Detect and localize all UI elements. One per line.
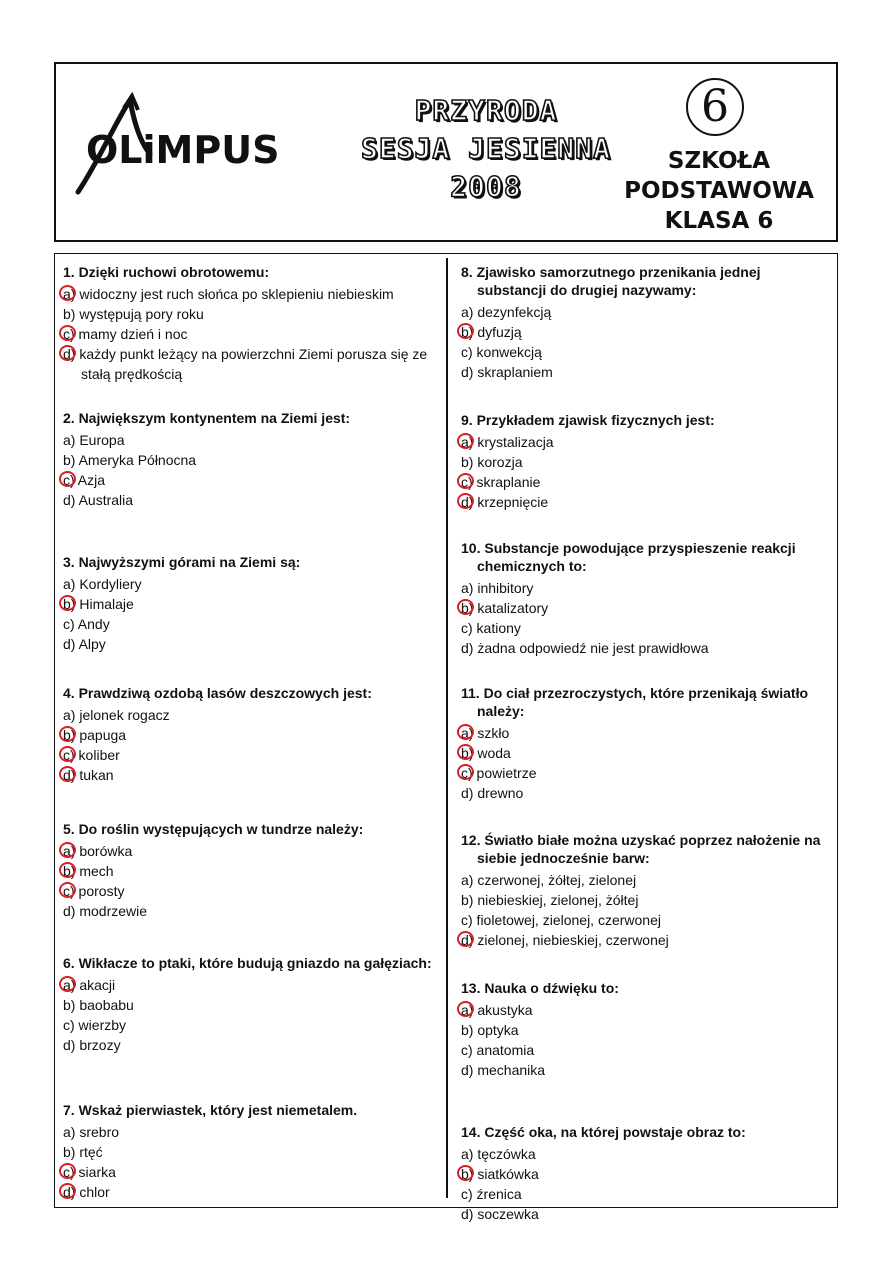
answer-text: srebro (75, 1124, 120, 1140)
answer-option (63, 881, 435, 901)
question-11 (461, 684, 833, 803)
answer-letter-circled: c) (63, 747, 75, 763)
answer-text: konwekcją (472, 344, 542, 360)
answer-text: Australia (75, 492, 134, 508)
answer-letter-circled: c) (63, 1164, 75, 1180)
answer-text: mech (75, 863, 114, 879)
answer-option (63, 1122, 435, 1142)
answer-option (63, 1162, 435, 1182)
answer-text: powietrze (472, 765, 537, 781)
question-title: 11. Do ciał przezroczystych, które przenikają światło należy: (461, 685, 809, 719)
answer-text: kationy (472, 620, 521, 636)
answer-option (63, 614, 435, 634)
question-12 (461, 831, 833, 950)
answer-option (63, 594, 435, 614)
answer-letter: d) (461, 364, 474, 380)
answer-text: akacji (75, 977, 116, 993)
answer-letter: b) (63, 306, 76, 322)
answer-letter-circled: a) (63, 977, 76, 993)
answer-letter: a) (63, 707, 76, 723)
answer-option (461, 1000, 833, 1020)
column-divider (446, 258, 448, 1198)
answer-text: brzozy (75, 1037, 121, 1053)
answer-letter-circled: d) (63, 346, 76, 362)
answer-letter-circled: b) (63, 863, 76, 879)
answer-text: krzepnięcie (473, 494, 549, 510)
answer-letter-circled: d) (461, 932, 474, 948)
logo-text: OLiMPUS (86, 128, 280, 172)
answer-option (63, 324, 435, 344)
answer-letter-circled: c) (63, 883, 75, 899)
answer-letter: c) (63, 616, 75, 632)
answer-letter: a) (63, 576, 76, 592)
answer-text: akustyka (473, 1002, 533, 1018)
answer-letter: d) (461, 1206, 474, 1222)
answer-letter: c) (461, 1186, 473, 1202)
title-session: SESJA JESIENNA (360, 132, 611, 165)
header-box (54, 62, 838, 242)
answer-option (461, 1144, 833, 1164)
answer-letter: b) (63, 997, 76, 1013)
answer-text: skraplanie (472, 474, 541, 490)
answer-letter: d) (461, 1062, 474, 1078)
answer-letter: d) (63, 492, 76, 508)
question-title: 6. Wikłacze to ptaki, które budują gniazdo na gałęziach: (63, 955, 432, 971)
answer-text: Alpy (75, 636, 106, 652)
answer-option (63, 861, 435, 881)
answer-letter: b) (63, 452, 76, 468)
answer-text: chlor (75, 1184, 110, 1200)
answer-option (63, 344, 435, 384)
answer-letter: d) (63, 1037, 76, 1053)
answer-option (461, 472, 833, 492)
answer-letter: a) (461, 580, 474, 596)
answer-option (461, 362, 833, 382)
answer-text: borówka (75, 843, 133, 859)
answer-text: mamy dzień i noc (74, 326, 188, 342)
questions-box (54, 253, 838, 1222)
answer-option (461, 432, 833, 452)
answer-letter-circled: c) (461, 474, 473, 490)
question-13 (461, 979, 833, 1080)
answer-text: zielonej, niebieskiej, czerwonej (473, 932, 669, 948)
answer-text: Himalaje (75, 596, 134, 612)
answer-option (461, 322, 833, 342)
answer-text: Ameryka Północna (75, 452, 197, 468)
answer-text: tęczówka (473, 1146, 536, 1162)
answer-text: papuga (75, 727, 127, 743)
answer-text: tukan (75, 767, 114, 783)
question-5 (63, 820, 435, 921)
answer-text: czerwonej, żółtej, zielonej (473, 872, 637, 888)
answer-option (63, 995, 435, 1015)
answer-letter-circled: b) (63, 727, 76, 743)
school-line-3: KLASA 6 (664, 208, 774, 234)
question-7 (63, 1101, 435, 1202)
answer-letter-circled: b) (63, 596, 76, 612)
answer-text: anatomia (472, 1042, 535, 1058)
question-title: 1. Dzięki ruchowi obrotowemu: (63, 264, 270, 280)
title-subject: PRZYRODA (414, 94, 558, 127)
question-3 (63, 553, 435, 654)
answer-text: jelonek rogacz (75, 707, 170, 723)
answer-text: każdy punkt leżący na powierzchni Ziemi porusza się ze stałą prędkością (75, 346, 428, 382)
question-title: 9. Przykładem zjawisk fizycznych jest: (461, 412, 715, 428)
school-level (604, 146, 834, 236)
answer-text: szkło (473, 725, 510, 741)
answer-option (63, 1182, 435, 1202)
question-2 (63, 409, 435, 510)
question-4 (63, 684, 435, 785)
answer-option (63, 1035, 435, 1055)
answer-text: soczewka (473, 1206, 539, 1222)
question-title: 3. Najwyższymi górami na Ziemi są: (63, 554, 301, 570)
answer-text: drewno (473, 785, 524, 801)
answer-option (461, 910, 833, 930)
answer-letter: c) (461, 620, 473, 636)
answer-text: mechanika (473, 1062, 546, 1078)
answer-letter-circled: c) (461, 765, 473, 781)
answer-letter: d) (461, 785, 474, 801)
answer-letter-circled: c) (63, 472, 75, 488)
answer-option (461, 1060, 833, 1080)
answer-letter: b) (461, 1022, 474, 1038)
answer-letter-circled: a) (461, 434, 474, 450)
answer-text: krystalizacja (473, 434, 554, 450)
answer-text: Europa (75, 432, 125, 448)
answer-option (63, 841, 435, 861)
answer-text: inhibitory (473, 580, 534, 596)
question-1 (63, 263, 435, 384)
answer-option (63, 725, 435, 745)
answer-text: rtęć (75, 1144, 103, 1160)
answer-letter: a) (461, 304, 474, 320)
answer-option (461, 743, 833, 763)
answer-text: korozja (473, 454, 523, 470)
answer-letter: d) (461, 640, 474, 656)
answer-option (461, 302, 833, 322)
answer-text: dezynfekcją (473, 304, 552, 320)
answer-option (63, 430, 435, 450)
title-year: 2008 (450, 170, 522, 203)
answer-option (461, 783, 833, 803)
question-title: 10. Substancje powodujące przyspieszenie reakcji chemicznych to: (461, 540, 796, 574)
answer-text: niebieskiej, zielonej, żółtej (473, 892, 639, 908)
answer-option (461, 870, 833, 890)
school-line-2: PODSTAWOWA (624, 178, 814, 204)
answer-letter-circled: d) (461, 494, 474, 510)
answer-option (461, 342, 833, 362)
answer-option (63, 1142, 435, 1162)
answer-option (461, 598, 833, 618)
answer-letter-circled: d) (63, 767, 76, 783)
answer-text: Kordyliery (75, 576, 142, 592)
answer-text: porosty (74, 883, 125, 899)
answer-option (63, 304, 435, 324)
answer-option (461, 930, 833, 950)
question-14 (461, 1123, 833, 1224)
answer-option (63, 745, 435, 765)
answer-text: widoczny jest ruch słońca po sklepieniu niebieskim (75, 286, 394, 302)
answer-letter: b) (461, 454, 474, 470)
grade-number-badge: 6 (686, 78, 744, 136)
answer-option (63, 1015, 435, 1035)
answer-option (63, 975, 435, 995)
answer-option (63, 490, 435, 510)
answer-text: koliber (74, 747, 120, 763)
answer-letter: a) (461, 1146, 474, 1162)
answer-text: katalizatory (473, 600, 549, 616)
answer-option (63, 284, 435, 304)
answer-option (63, 574, 435, 594)
question-title: 2. Największym kontynentem na Ziemi jest: (63, 410, 351, 426)
answer-option (461, 1164, 833, 1184)
answer-option (461, 1184, 833, 1204)
answer-letter: d) (63, 903, 76, 919)
answer-text: dyfuzją (473, 324, 522, 340)
answer-letter: c) (461, 344, 473, 360)
question-title: 8. Zjawisko samorzutnego przenikania jednej substancji do drugiej nazywamy: (461, 264, 761, 298)
school-line-1: SZKOŁA (667, 148, 771, 174)
answer-text: siatkówka (473, 1166, 539, 1182)
answer-letter-circled: b) (461, 324, 474, 340)
answer-option (461, 1020, 833, 1040)
question-title: 4. Prawdziwą ozdobą lasów deszczowych jest: (63, 685, 372, 701)
answer-text: żadna odpowiedź nie jest prawidłowa (473, 640, 709, 656)
answer-text: modrzewie (75, 903, 148, 919)
answer-text: woda (473, 745, 511, 761)
answer-text: wierzby (74, 1017, 127, 1033)
question-10 (461, 539, 833, 658)
answer-option (461, 1204, 833, 1224)
answer-text: skraplaniem (473, 364, 553, 380)
exam-title (346, 92, 626, 206)
answer-letter-circled: a) (63, 843, 76, 859)
answer-option (461, 618, 833, 638)
answer-option (461, 638, 833, 658)
answer-option (461, 763, 833, 783)
answer-option (461, 890, 833, 910)
answer-letter: d) (63, 636, 76, 652)
answer-option (63, 901, 435, 921)
answer-text: optyka (473, 1022, 519, 1038)
answer-text: fioletowej, zielonej, czerwonej (472, 912, 661, 928)
answer-letter-circled: a) (63, 286, 76, 302)
answer-option (461, 492, 833, 512)
answer-text: występują pory roku (75, 306, 204, 322)
question-9 (461, 411, 833, 512)
answer-letter: a) (63, 1124, 76, 1140)
answer-option (63, 634, 435, 654)
answer-letter: b) (63, 1144, 76, 1160)
answer-text: siarka (74, 1164, 116, 1180)
answer-letter-circled: b) (461, 1166, 474, 1182)
question-8 (461, 263, 833, 382)
answer-option (63, 705, 435, 725)
answer-letter: b) (461, 892, 474, 908)
answer-letter-circled: b) (461, 600, 474, 616)
question-title: 13. Nauka o dźwięku to: (461, 980, 619, 996)
answer-letter-circled: a) (461, 1002, 474, 1018)
answer-option (63, 765, 435, 785)
answer-letter-circled: b) (461, 745, 474, 761)
answer-letter-circled: c) (63, 326, 75, 342)
answer-letter: c) (461, 1042, 473, 1058)
answer-option (461, 1040, 833, 1060)
answer-letter-circled: d) (63, 1184, 76, 1200)
answer-option (461, 723, 833, 743)
answer-text: Azja (74, 472, 106, 488)
question-title: 5. Do roślin występujących w tundrze należy: (63, 821, 364, 837)
question-title: 7. Wskaż pierwiastek, który jest niemetalem. (63, 1102, 358, 1118)
answer-text: źrenica (472, 1186, 522, 1202)
answer-text: Andy (74, 616, 110, 632)
answer-option (461, 578, 833, 598)
answer-letter: c) (63, 1017, 75, 1033)
question-title: 12. Światło białe można uzyskać poprzez nałożenie na siebie jednocześnie barw: (461, 832, 821, 866)
answer-option (63, 470, 435, 490)
answer-letter: a) (461, 872, 474, 888)
question-title: 14. Część oka, na której powstaje obraz to: (461, 1124, 746, 1140)
answer-option (63, 450, 435, 470)
answer-letter-circled: a) (461, 725, 474, 741)
answer-letter: c) (461, 912, 473, 928)
answer-option (461, 452, 833, 472)
answer-letter: a) (63, 432, 76, 448)
question-6 (63, 954, 435, 1055)
answer-text: baobabu (75, 997, 134, 1013)
